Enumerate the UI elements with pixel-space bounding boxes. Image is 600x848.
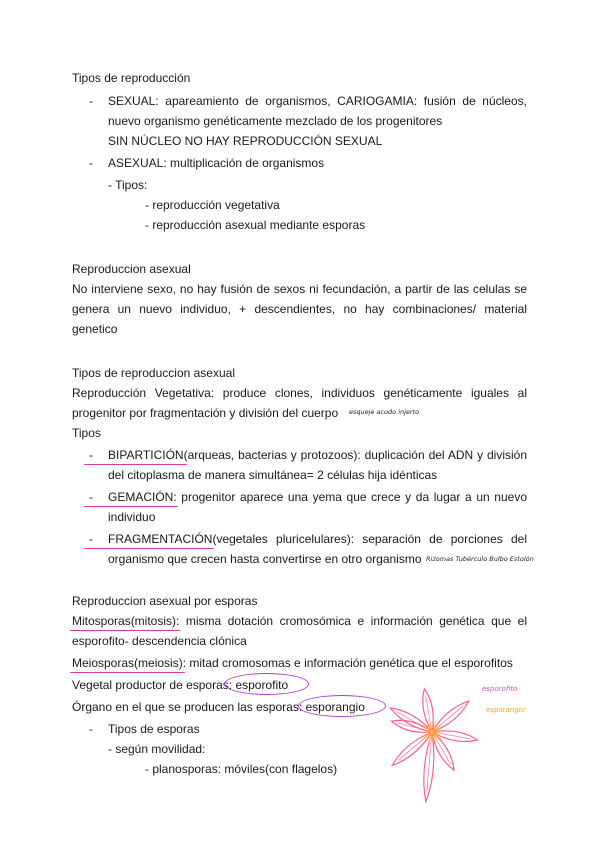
bullet-dash: - [89,448,93,462]
handwritten-notes-vegetativa: esqueje acodo injerto [349,408,420,416]
tipo-vegetativa: - reproducción vegetativa [145,198,280,212]
section-title-tipos-reproduccion: Tipos de reproducción [72,71,191,85]
fragmentacion-line-1: FRAGMENTACIÓN(vegetales pluricelulares): separación de porciones del [108,532,527,546]
highlight-underline [84,506,178,507]
mitosporas-line-1: Mitosporas(mitosis): misma dotación cromosómica e información genética que el [72,614,527,628]
label-esporofito: esporofito [482,685,518,693]
petal-vein [432,706,463,732]
gemacion-line-2: individuo [108,510,156,524]
highlight-underline [84,548,214,549]
sexual-line-2: nuevo organismo genéticamente mezclado de los progenitores [108,114,443,128]
highlight-underline [70,630,180,631]
vegetal-productor-line: Vegetal productor de esporas: esporofito [72,678,289,692]
petal-vein [398,732,432,760]
circled-term [298,695,386,717]
asexual-desc-line-3: genetico [72,322,118,336]
mitosporas-line-2: esporofito- descendencia clónica [72,634,247,648]
sexual-line-1: SEXUAL: apareamiento de organismos, CARIOGAMIA: fusión de núcleos, [108,94,527,108]
asexual-desc-line-2: genera un nuevo individuo, + descendientes, no hay combinaciones/ material [72,302,527,316]
movilidad-label: - según movilidad: [108,742,206,756]
vegetativa-line-1: Reproducción Vegetativa: produce clones, individuos genéticamente iguales al [72,386,527,400]
planosporas-line: - planosporas: móviles(con flagelos) [145,762,338,776]
highlight-underline [70,672,185,673]
tipo-esporas: - reproducción asexual mediante esporas [145,218,366,232]
meiosporas-line: Meiosporas(meiosis): mitad cromosomas e información genética que el esporofitos [72,656,513,670]
organo-line: Órgano en el que se producen las esporas: esporangio [72,700,365,714]
circled-term [224,673,309,695]
highlight-underline [84,464,187,465]
fragmentacion-line-2: organismo que crecen hasta convertirse en otro organismo [108,552,422,566]
section-title-reproduccion-asexual: Reproduccion asexual [72,262,191,276]
bullet-dash: - [89,722,93,736]
biparticion-line-2: del citoplasma de manera simultánea= 2 células hija idénticas [108,468,438,482]
section-title-esporas: Reproduccion asexual por esporas [72,594,258,608]
biparticion-line-1: BIPARTICIÓN(arqueas, bacterias y protozoos): duplicación del ADN y división [108,448,527,462]
asexual-desc-line-1: No interviene sexo, no hay fusión de sexos ni fecundación, a partir de las celulas se [72,282,527,296]
flower-doodle [380,670,495,810]
tipos-label: - Tipos: [108,178,148,192]
tipos-esporas-label: Tipos de esporas [108,722,200,736]
bullet-dash: - [89,156,93,170]
tipos-label: Tipos [72,426,101,440]
bullet-dash: - [89,94,93,108]
sexual-line-3: SIN NÚCLEO NO HAY REPRODUCCIÓN SEXUAL [108,134,383,148]
asexual-line: ASEXUAL: multiplicación de organismos [108,156,325,170]
vegetativa-line-2: progenitor por fragmentación y división del cuerpo [72,406,339,420]
section-title-tipos-asexual: Tipos de reproduccion asexual [72,366,235,380]
bullet-dash: - [89,532,93,546]
handwritten-notes-fragmentacion: Rizomas Tubérculo Bulbo Estolón [426,555,534,563]
gemacion-line-1: GEMACIÓN: progenitor aparece una yema que crece y da lugar a un nuevo [108,490,527,504]
bullet-dash: - [89,490,93,504]
label-esporangio: esporangio [486,706,525,714]
